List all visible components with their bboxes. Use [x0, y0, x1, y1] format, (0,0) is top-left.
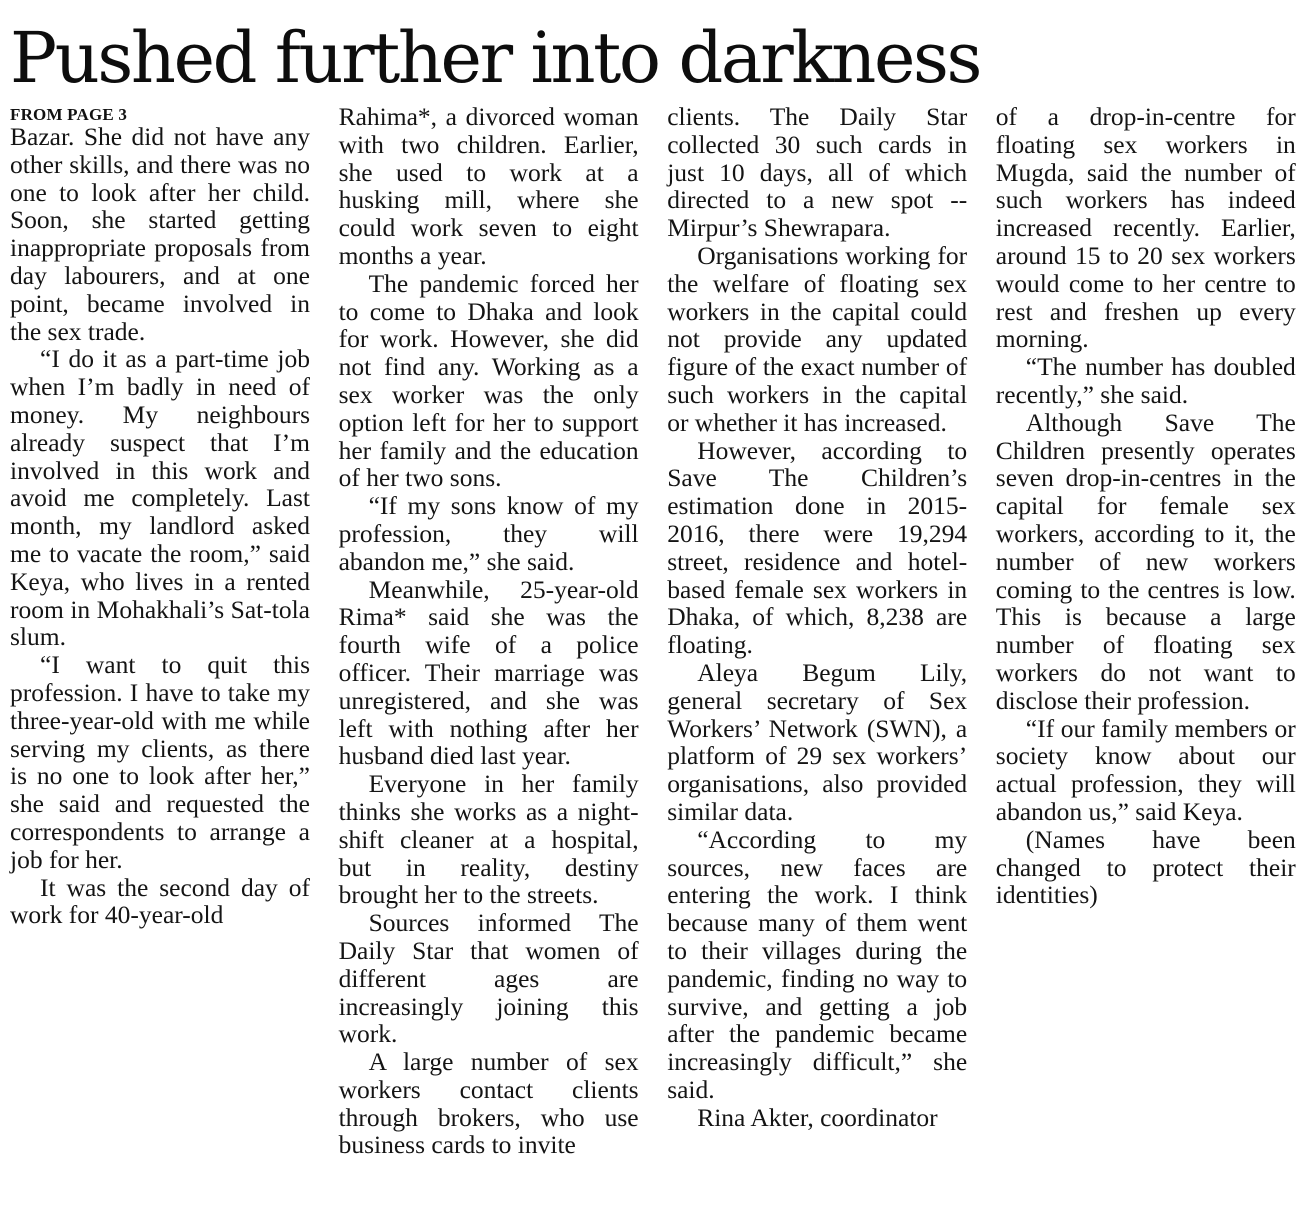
paragraph: “I do it as a part-time job when I’m badly in need of money. My neighbours already suspect that I’m involved in this work and avoid me completely. Last month, my landlord asked me to vacate the room,” said Keya, who lives in a rented room in Mohakhali’s Sat-tola slum.	[10, 344, 310, 652]
paragraph: Although Save The Children presently operates seven drop-in-centres in the capital for female sex workers, according to it, the number of new workers coming to the centres is low. This is because a large number of floating sex workers do not want to disclose their profession.	[995, 407, 1296, 715]
paragraph: “The number has doubled recently,” she said.	[995, 352, 1296, 409]
paragraph: The pandemic forced her to come to Dhaka and look for work. However, she did not find any. Working as a sex worker was the only option left for her to support her family and the education of her two sons.	[338, 268, 639, 493]
article-column-3	[667, 103, 967, 1159]
paragraph: “If our family members or society know about our actual profession, they will abandon us,” said Keya.	[995, 713, 1296, 826]
article-body	[10, 103, 1296, 1159]
paragraph: “If my sons know of my profession, they will abandon me,” she said.	[338, 491, 639, 576]
paragraph: “I want to quit this profession. I have to take my three-year-old with me while serving my clients, as there is no one to look after her,” she said and requested the correspondents to arrange a job for her.	[10, 650, 310, 874]
paragraph: A large number of sex workers contact clients through brokers, who use business cards to invite	[338, 1047, 639, 1160]
paragraph: It was the second day of work for 40-year-old	[10, 872, 310, 930]
paragraph: Meanwhile, 25-year-old Rima* said she was the fourth wife of a police officer. Their marriage was unregistered, and she was left with nothing after her husband died last year.	[338, 574, 639, 771]
article-column-1	[10, 103, 310, 1159]
paragraph: clients. The Daily Star collected 30 such cards in just 10 days, all of which directed to a new spot -- Mirpur’s Shewrapara.	[667, 102, 968, 243]
paragraph: Sources informed The Daily Star that women of different ages are increasingly joining this work.	[338, 908, 639, 1049]
article-column-2	[339, 103, 639, 1159]
paragraph: Organisations working for the welfare of floating sex workers in the capital could not provide any updated figure of the exact number of such workers in the capital or whether it has increased.	[667, 240, 968, 437]
paragraph: However, according to Save The Children’s estimation done in 2015-2016, there were 19,294 street, residence and hotel-based female sex workers in Dhaka, of which, 8,238 are floating.	[667, 435, 968, 660]
paragraph: Aleya Begum Lily, general secretary of Sex Workers’ Network (SWN), a platform of 29 sex workers’ organisations, also provided similar data.	[667, 657, 968, 826]
paragraph: Rahima*, a divorced woman with two children. Earlier, she used to work at a husking mill, where she could work seven to eight months a year.	[338, 102, 639, 270]
paragraph: Everyone in her family thinks she works as a night-shift cleaner at a hospital, but in reality, destiny brought her to the streets.	[338, 769, 639, 910]
paragraph: “According to my sources, new faces are entering the work. I think because many of them went to their villages during the pandemic, finding no way to survive, and getting a job after the pandemic became increasingly difficult,” she said.	[667, 824, 968, 1104]
jump-line: FROM PAGE 3	[10, 105, 128, 124]
paragraph: Bazar. She did not have any other skills, and there was no one to look after her child. Soon, she started getting inappropriate proposals from day labourers, and at one point, became involved in the sex trade.	[10, 122, 310, 346]
headline: Pushed further into darkness	[10, 17, 981, 99]
article-column-4	[996, 103, 1296, 1159]
paragraph: Rina Akter, coordinator	[697, 1102, 938, 1132]
paragraph: of a drop-in-centre for floating sex workers in Mugda, said the number of such workers has indeed increased recently. Earlier, around 15 to 20 sex workers would come to her centre to rest and freshen up every morning.	[995, 102, 1296, 354]
paragraph: (Names have been changed to protect their identities)	[995, 824, 1296, 910]
